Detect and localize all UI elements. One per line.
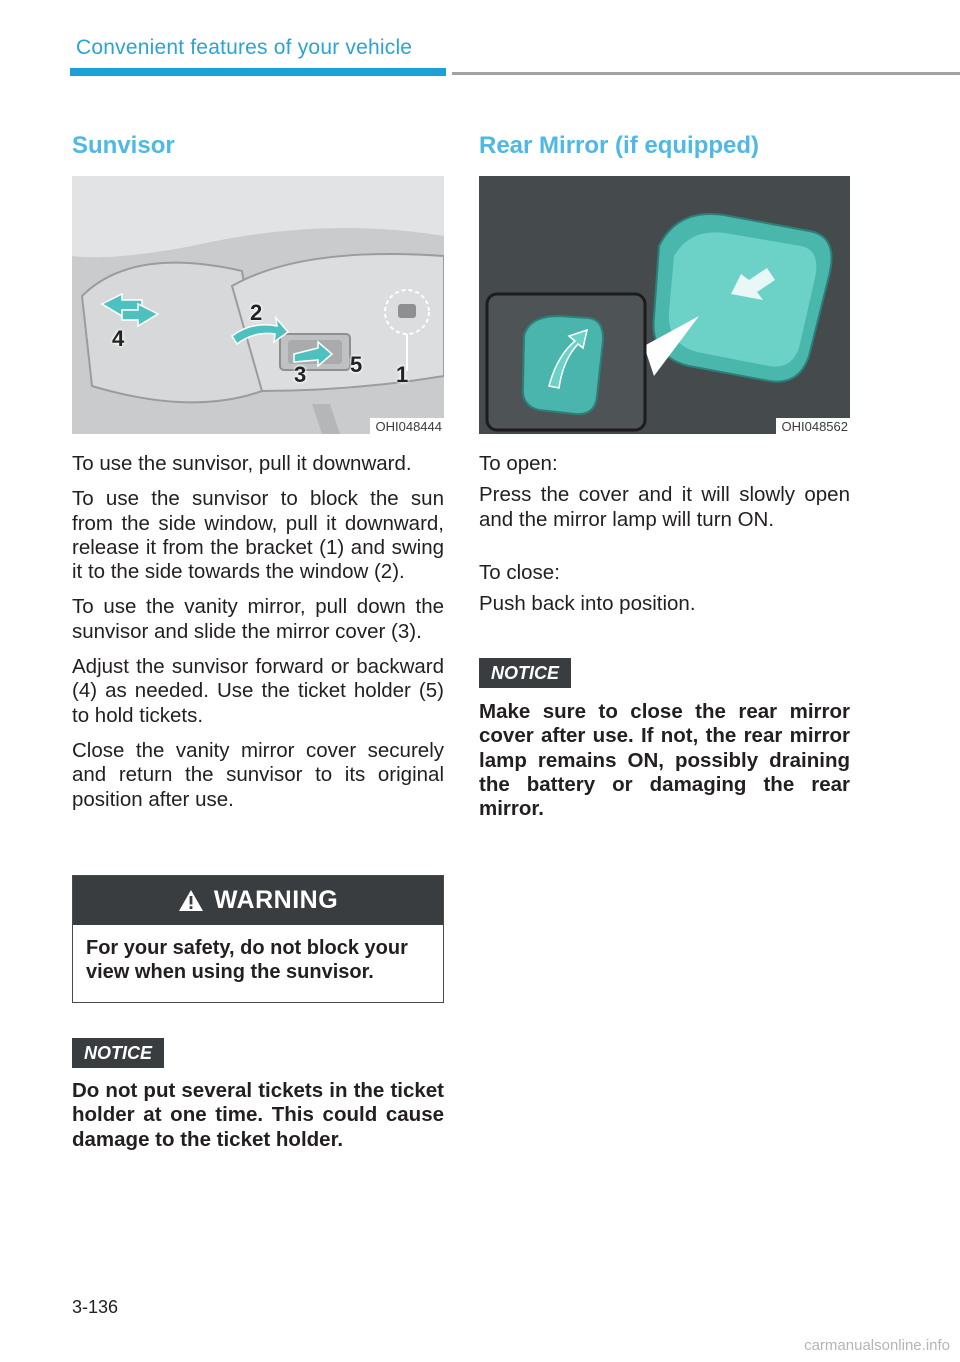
open-label: To open: xyxy=(479,452,558,475)
notice-badge: NOTICE xyxy=(72,1038,164,1068)
callout-3: 3 xyxy=(294,362,307,387)
paragraph: Adjust the sunvisor forward or backward (4) as needed. Use the ticket holder (5) to hold tickets. xyxy=(72,655,444,727)
open-text: Press the cover and it will slowly open and the mirror lamp will turn ON. xyxy=(479,483,850,531)
callout-5: 5 xyxy=(350,352,363,377)
close-text: Push back into position. xyxy=(479,592,696,616)
callout-2: 2 xyxy=(250,300,263,325)
callout-4: 4 xyxy=(112,326,125,351)
warning-label: WARNING xyxy=(213,886,339,914)
rear-mirror-instructions xyxy=(479,452,850,627)
sunvisor-illustration xyxy=(72,176,444,434)
sunvisor-instructions xyxy=(72,452,444,823)
warning-triangle-icon xyxy=(178,889,204,912)
section-title-sunvisor: Sunvisor xyxy=(72,132,175,159)
paragraph: To use the sunvisor, pull it downward. xyxy=(72,452,412,475)
figure-code: OHI048562 xyxy=(776,418,851,434)
warning-box xyxy=(72,875,444,1003)
notice-badge: NOTICE xyxy=(479,658,571,688)
notice-text: Make sure to close the rear mirror cover after use. If not, the rear mirror lamp remains ON, possibly draining the battery or damaging the rear mirror. xyxy=(479,700,850,821)
notice-text: Do not put several tickets in the ticket holder at one time. This could cause damage to the ticket holder. xyxy=(72,1079,444,1151)
paragraph: Close the vanity mirror cover securely and return the sunvisor to its original position after use. xyxy=(72,738,444,811)
rear-mirror-drawing xyxy=(479,176,850,434)
paragraph: To use the vanity mirror, pull down the sunvisor and slide the mirror cover (3). xyxy=(72,595,444,643)
header-bar-rule xyxy=(452,72,960,75)
header-title: Convenient features of your vehicle xyxy=(76,36,413,59)
figure-code: OHI048444 xyxy=(370,418,445,434)
paragraph: To use the sunvisor to block the sun from the side window, pull it downward, release it from the bracket (1) and swing it to the side towards the window (2). xyxy=(72,487,444,584)
page-number: 3-136 xyxy=(72,1297,119,1317)
callout-1: 1 xyxy=(396,362,409,387)
rear-mirror-illustration xyxy=(479,176,850,434)
watermark: carmanualsonline.info xyxy=(804,1337,950,1354)
warning-header xyxy=(73,876,443,925)
header-bar-accent xyxy=(70,68,446,76)
warning-text: For your safety, do not block your view when using the sunvisor. xyxy=(86,937,408,983)
close-label: To close: xyxy=(479,560,560,584)
section-title-rear-mirror: Rear Mirror (if equipped) xyxy=(479,132,760,159)
